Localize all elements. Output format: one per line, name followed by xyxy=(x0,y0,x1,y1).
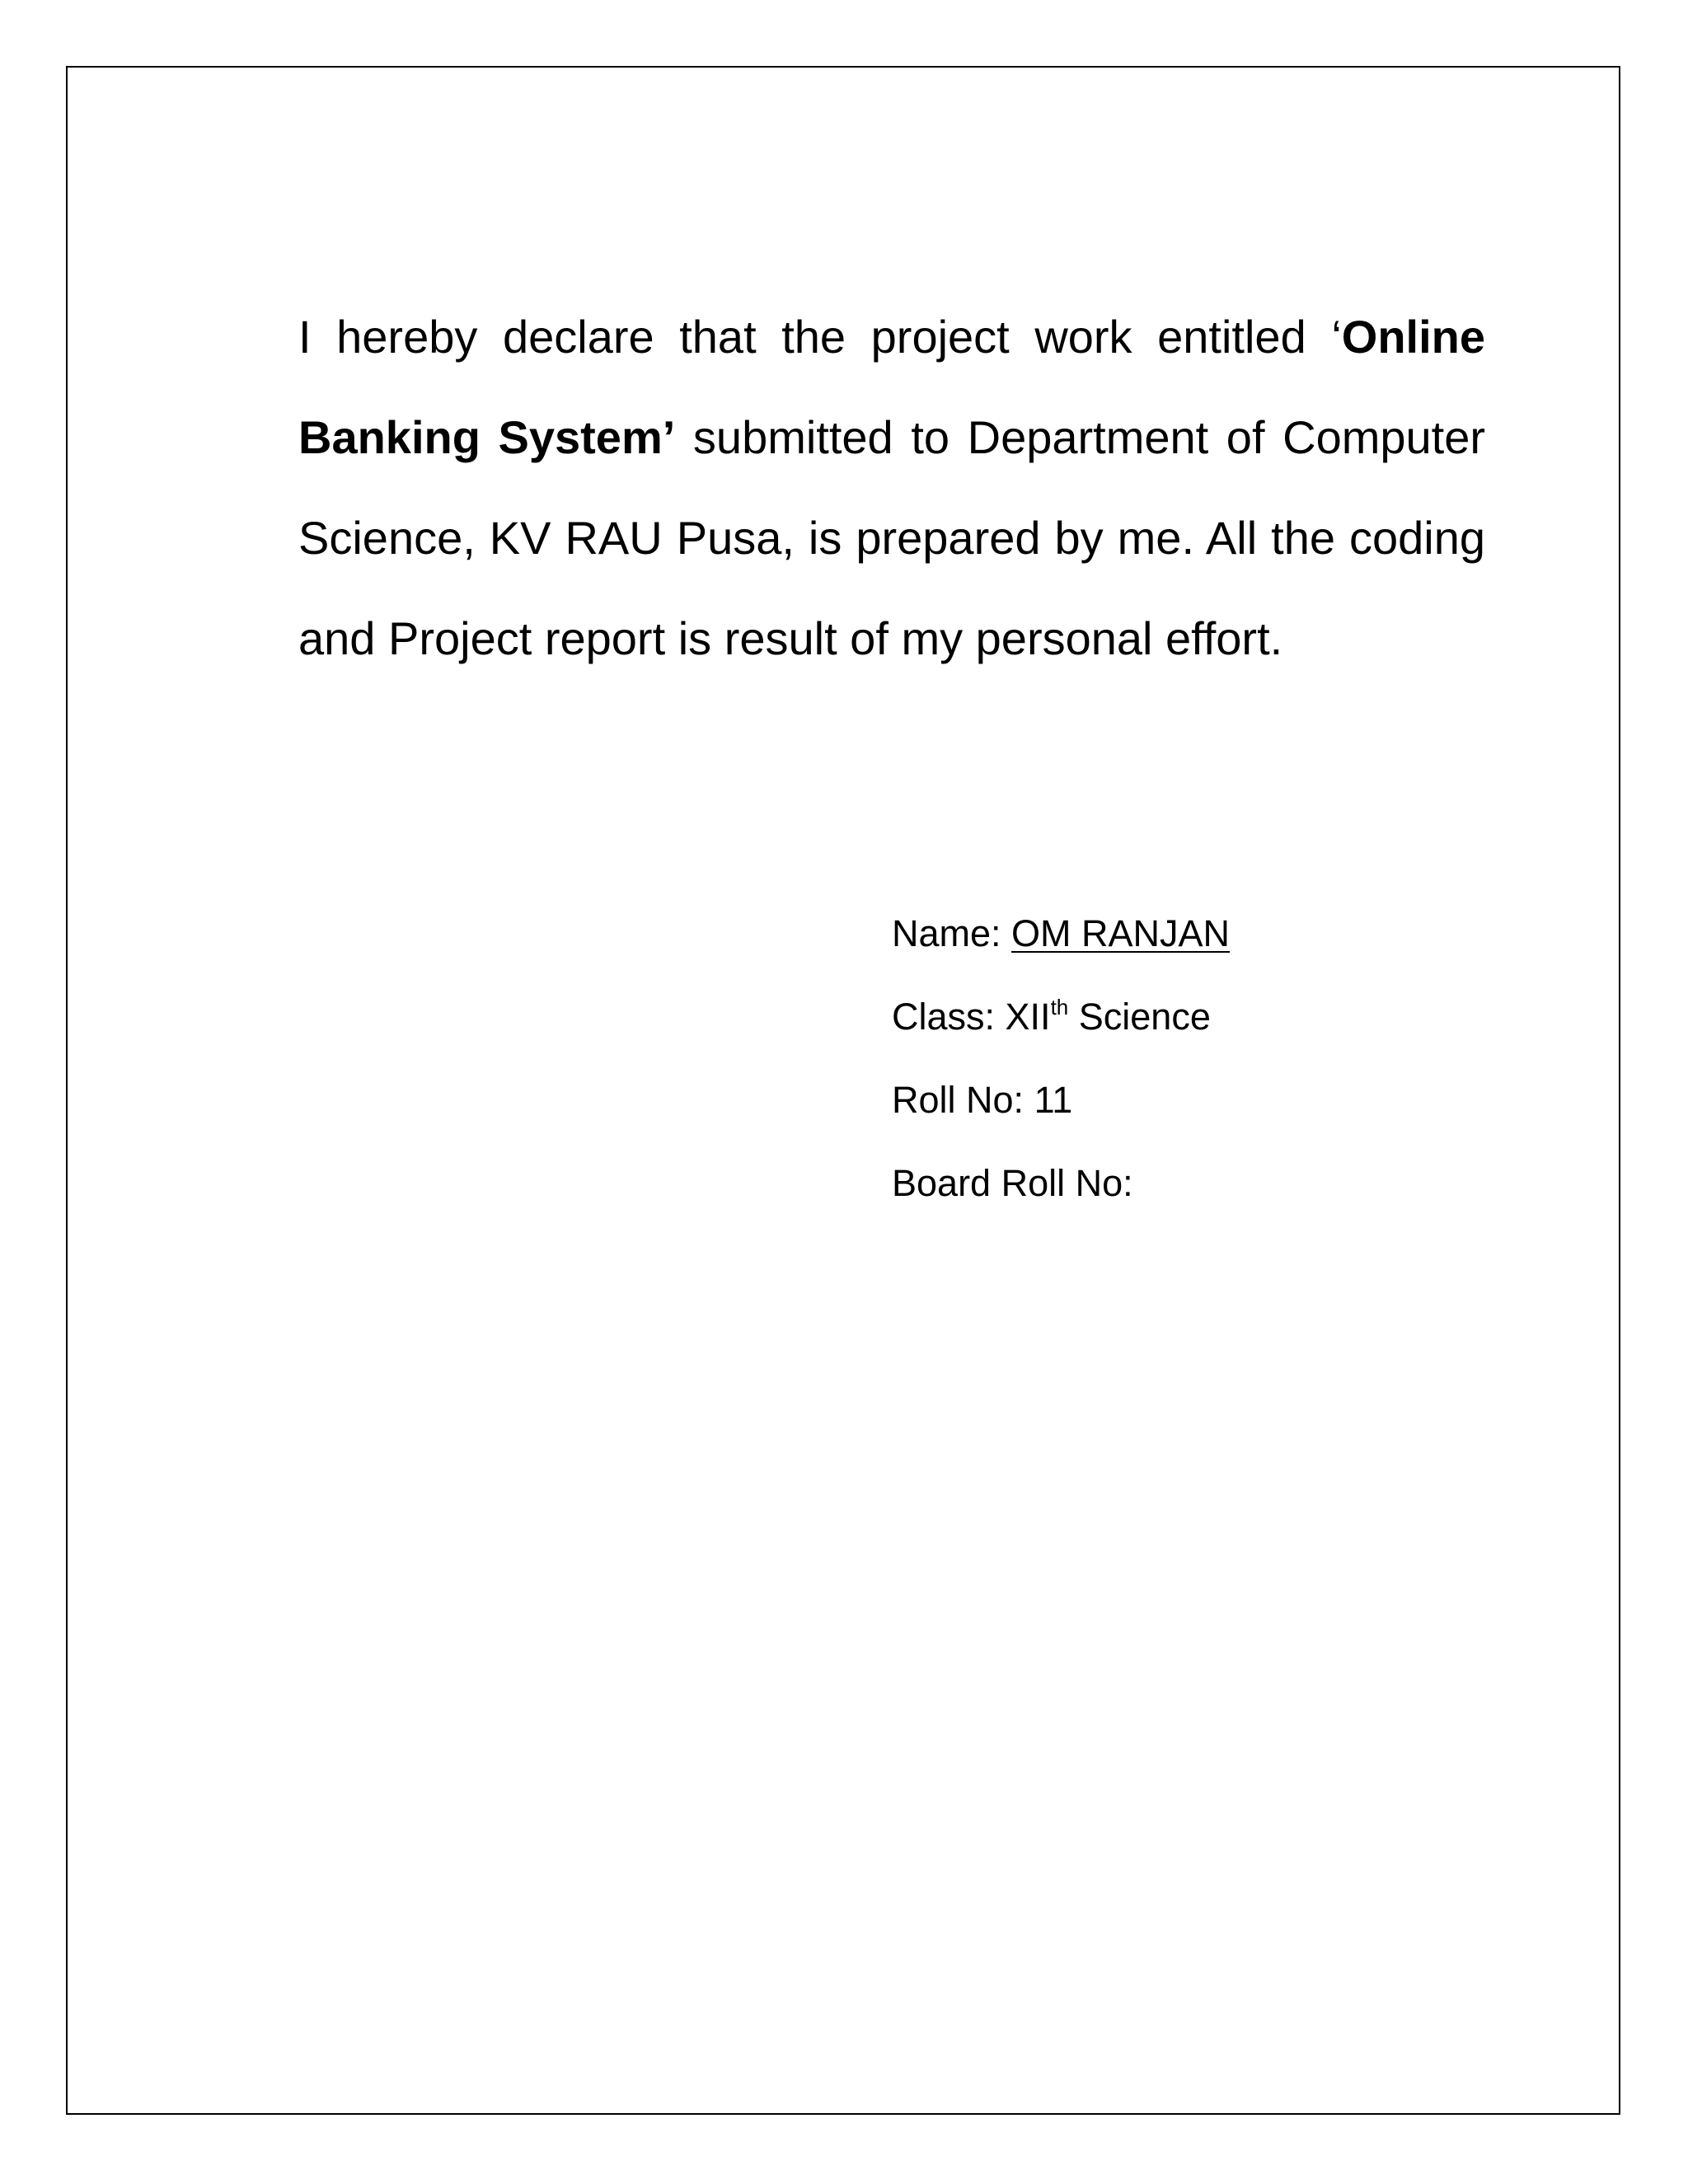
board-roll-row xyxy=(892,1141,1230,1225)
class-value: XII xyxy=(1005,996,1051,1038)
name-row xyxy=(892,892,1230,975)
roll-label: Roll No: xyxy=(892,1079,1034,1121)
roll-value: 11 xyxy=(1034,1079,1073,1121)
student-details xyxy=(892,892,1230,1225)
declaration-text-end: submitted to Department of Computer Science, KV RAU Pusa, is prepared by me. All the coding and Project report is result of my personal effort. xyxy=(298,411,1485,664)
open-quote: ‘ xyxy=(1331,311,1342,363)
board-roll-label: Board Roll No: xyxy=(892,1162,1133,1204)
declaration-paragraph xyxy=(298,287,1485,689)
name-label: Name: xyxy=(892,912,1012,954)
class-superscript: th xyxy=(1050,995,1069,1019)
roll-row xyxy=(892,1058,1230,1141)
class-row xyxy=(892,975,1230,1058)
name-value: OM RANJAN xyxy=(1011,912,1231,954)
declaration-text-start: I hereby declare that the project work entitled xyxy=(298,311,1332,363)
project-title: Online Banking System’ xyxy=(298,311,1485,463)
class-stream: Science xyxy=(1068,996,1211,1038)
class-label: Class: xyxy=(892,996,1006,1038)
